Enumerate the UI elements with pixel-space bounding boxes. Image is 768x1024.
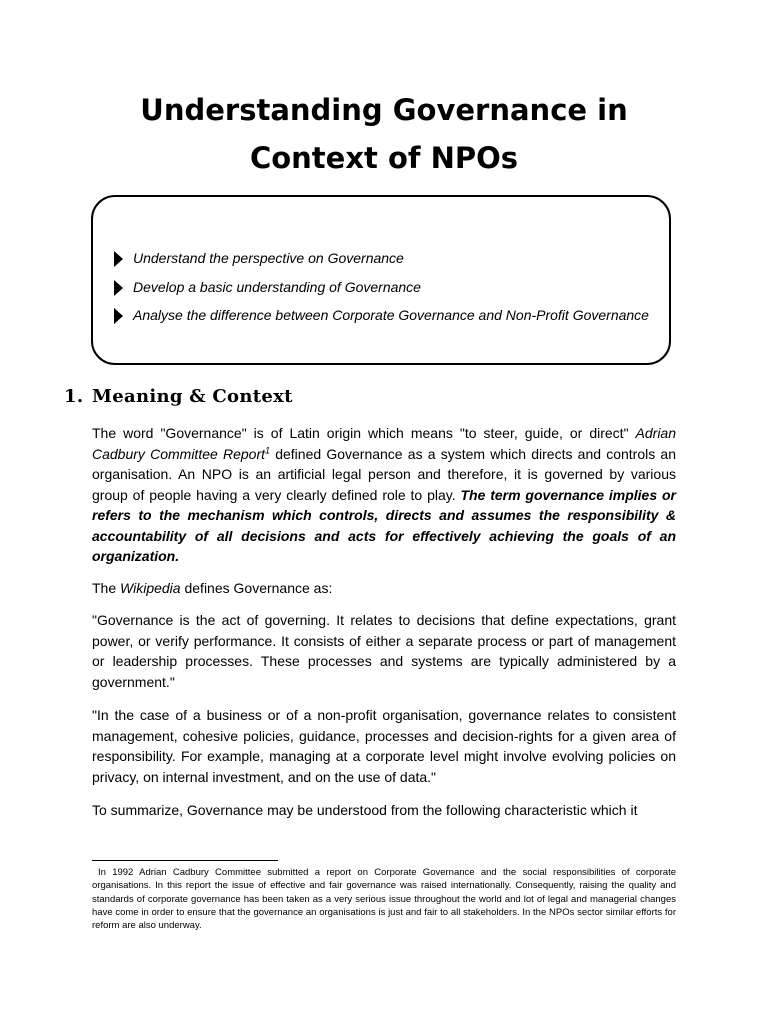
source-name: Wikipedia <box>120 580 181 596</box>
footnote-text: In 1992 Adrian Cadbury Committee submitted a report on Corporate Governance and the social responsibilities of corporate organisations. In this report the issue of effective and fair governance was raised internationally. Consequently, raising the quality and standards of corporate governance has been taken as a very serious issue throughout the world and lot of legal and managerial changes have come in order to ensure that the governance an organisations is just and fair to all stakeholders. In the NPOs sector similar efforts for reform are also underway. <box>92 867 676 932</box>
paragraph-text: defines Governance as: <box>180 580 333 596</box>
title-line-2: Context of NPOs <box>249 141 519 175</box>
title-line-1: Understanding Governance in <box>140 93 628 127</box>
section-number: 1. <box>64 386 84 407</box>
section-heading <box>64 385 293 409</box>
triangle-bullet-icon <box>114 251 123 267</box>
paragraph-text: The <box>92 580 121 596</box>
objective-text: Analyse the difference between Corporate Governance and Non-Profit Governance <box>133 307 649 323</box>
summary-paragraph: To summarize, Governance may be understood from the following characteristic which it <box>92 802 638 818</box>
paragraph-wikipedia-intro <box>92 578 676 599</box>
paragraph-text: The word "Governance" is of Latin origin which means "to steer, guide, or direct" <box>92 425 636 441</box>
cadbury-report-reference: Adrian Cadbury Committee Report <box>92 425 676 462</box>
objective-item <box>113 273 653 302</box>
triangle-bullet-icon <box>114 308 123 324</box>
quote-paragraph-1: "Governance is the act of governing. It relates to decisions that define expectations, grant power, or verify performance. It consists of either a separate process or part of management or leadership processes. These processes and systems are typically administered by a government." <box>92 612 676 690</box>
objectives-list <box>113 244 653 330</box>
footnote <box>92 866 676 932</box>
objective-item <box>113 301 653 330</box>
section-title: Meaning & Context <box>92 386 293 407</box>
objective-item <box>113 244 653 273</box>
footnote-divider <box>92 860 278 861</box>
paragraph-meaning <box>92 423 676 567</box>
page-title <box>60 86 708 182</box>
footnote-marker[interactable]: 1 <box>265 444 271 455</box>
emphasized-definition: The term governance implies or refers to the mechanism which controls, directs and assumes the responsibility & accountability of all decisions and acts for effectively achieving the goals of an organization. <box>92 486 676 564</box>
objective-text: Understand the perspective on Governance <box>133 250 404 266</box>
paragraph-text: defined Governance as a system which directs and controls an organisation. An NPO is an artificial legal person and therefore, it is governed by various group of people having a very clearly defined role to play. <box>92 445 676 503</box>
triangle-bullet-icon <box>114 280 123 296</box>
objective-text: Develop a basic understanding of Governance <box>133 278 421 295</box>
quote-paragraph-2: "In the case of a business or of a non-profit organisation, governance relates to consistent management, cohesive policies, guidance, processes and decision-rights for a given area of responsibility. For example, managing at a corporate level might involve evolving policies on privacy, on internal investment, and on the use of data." <box>92 707 676 785</box>
objectives-box <box>91 195 671 365</box>
